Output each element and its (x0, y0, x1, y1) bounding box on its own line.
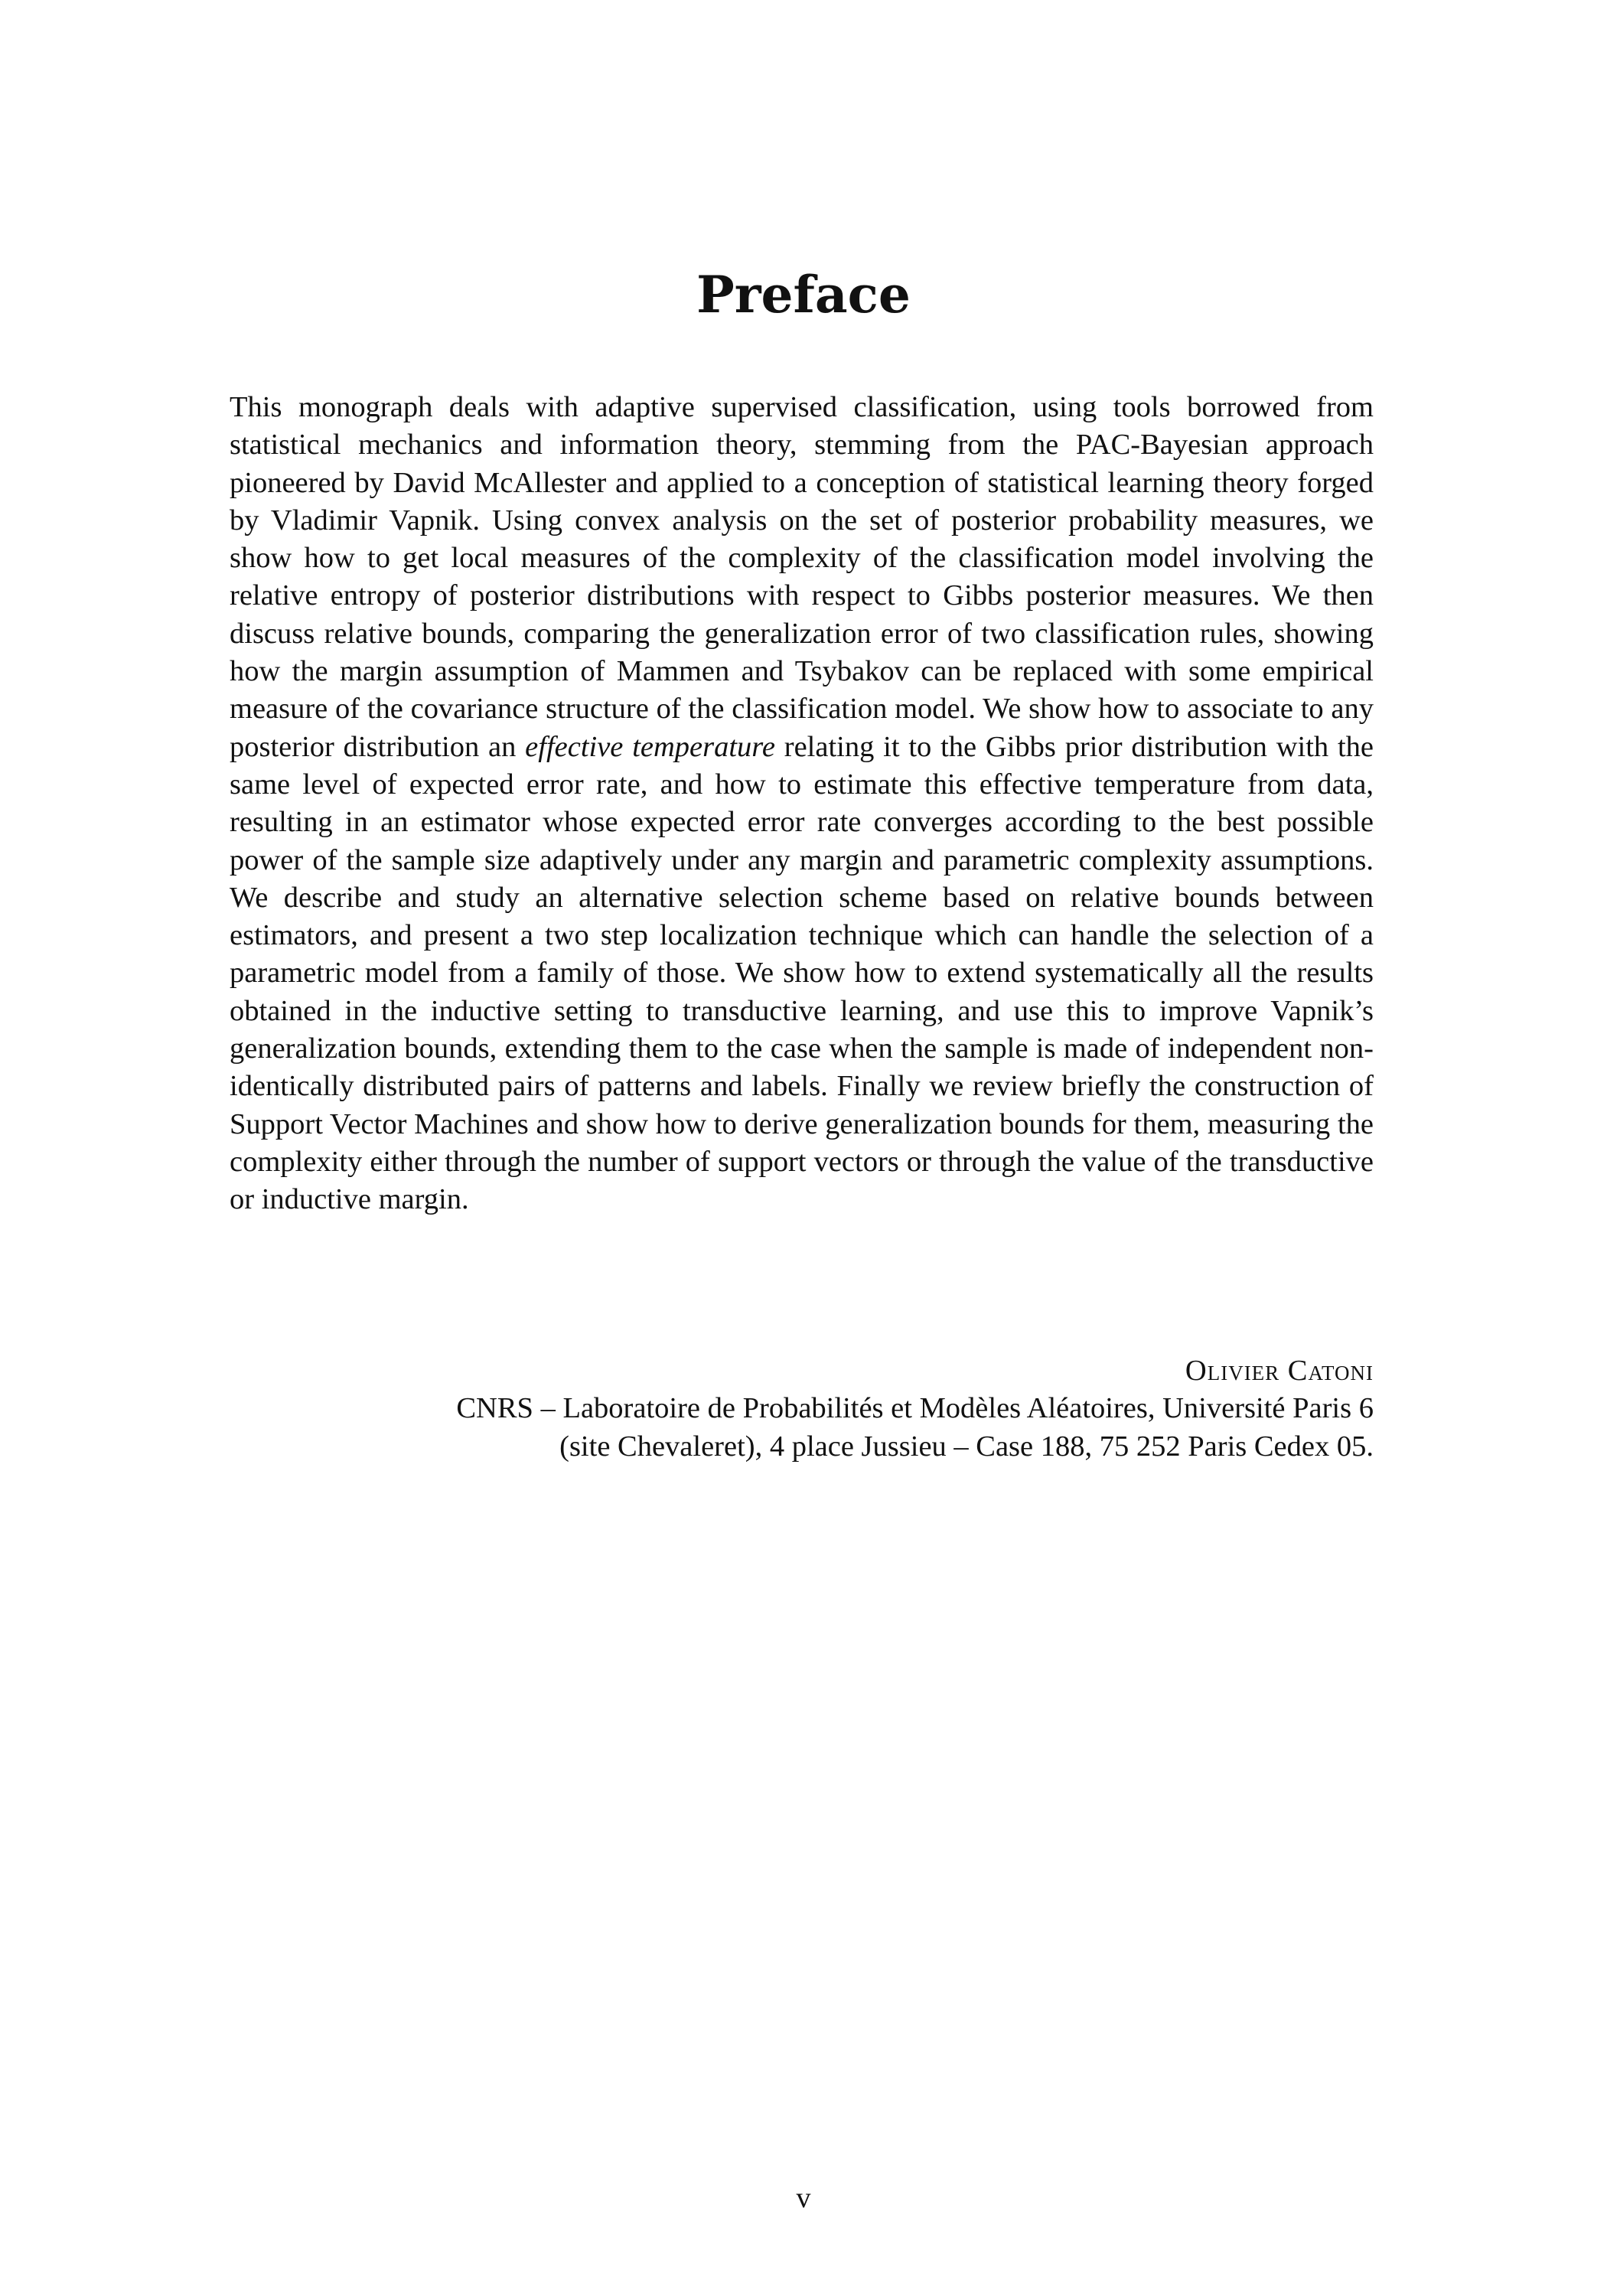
preface-paragraph (230, 389, 1374, 1219)
preface-text-part2: relating it to the Gibbs prior distribution with the same level of expected error rate, and how to estimate this effective temperature from data, resulting in an estimator whose expected error rate converges according to the best possible power of the sample size adaptively under any margin and parametric complexity assumptions. We describe and study an alternative selection scheme based on relative bounds between estimators, and present a two step localization technique which can handle the selection of a parametric model from a family of those. We show how to extend systematically all the results obtained in the inductive setting to transductive learning, and use this to improve Vapnik’s generalization bounds, extending them to the case when the sample is made of independent non-identically distributed pairs of patterns and labels. Finally we review briefly the construction of Support Vector Machines and show how to derive generalization bounds for them, measuring the complexity either through the number of support vectors or through the value of the transductive or inductive margin. (230, 730, 1374, 1216)
signature-block (456, 1352, 1374, 1466)
page-title: Preface (696, 265, 911, 325)
author-name: Olivier Catoni (1185, 1355, 1374, 1387)
affiliation-line-2: (site Chevaleret), 4 place Jussieu – Case 188, 75 252 Paris Cedex 05. (559, 1430, 1374, 1463)
page-number: v (796, 2182, 811, 2214)
preface-text-part1: This monograph deals with adaptive supervised classification, using tools borrowed from statistical mechanics and information theory, stemming from the PAC-Bayesian approach pioneered by David McAllester and applied to a conception of statistical learning theory forged by Vladimir Vapnik. Using convex analysis on the set of posterior probability measures, we show how to get local measures of the complexity of the classification model involving the relative entropy of posterior distributions with respect to Gibbs posterior measures. We then discuss relative bounds, comparing the generalization error of two classification rules, showing how the margin assumption of Mammen and Tsybakov can be replaced with some empirical measure of the covariance structure of the classification model. We show how to associate to any posterior distribution an (230, 391, 1374, 763)
affiliation-line-1: CNRS – Laboratoire de Probabilités et Modèles Aléatoires, Université Paris 6 (456, 1392, 1374, 1425)
preface-emphasis: effective temperature (525, 730, 775, 763)
